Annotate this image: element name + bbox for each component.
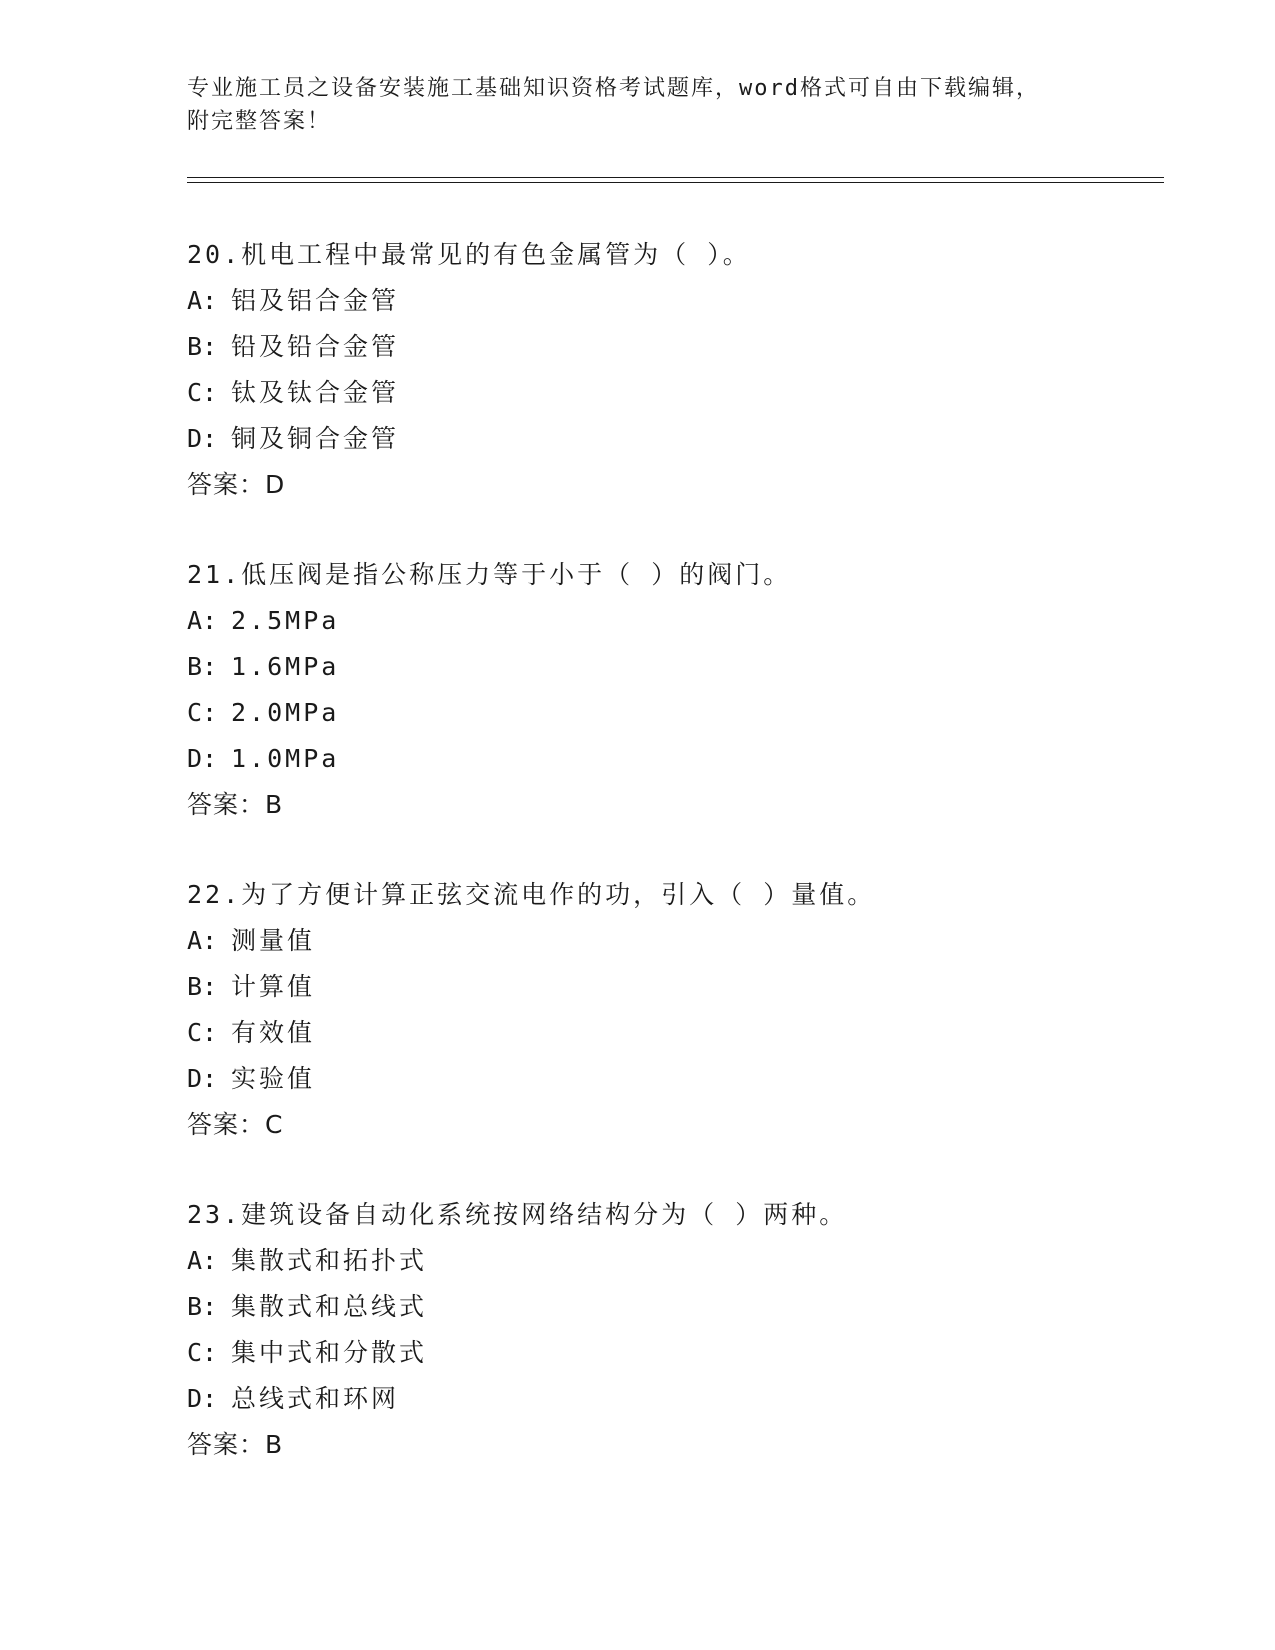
question-title: 20.机电工程中最常见的有色金属管为（ ）。 (187, 240, 751, 269)
option-text: 集散式和总线式 (231, 1292, 428, 1321)
option-c (187, 690, 1187, 736)
header-line-2: 附完整答案！ (187, 109, 332, 134)
question-block (187, 232, 1187, 508)
option-text: 有效值 (231, 1018, 316, 1047)
option-c (187, 1330, 1187, 1376)
option-text: 铝及铝合金管 (231, 286, 400, 315)
option-text: 钛及钛合金管 (231, 378, 400, 407)
question-block (187, 1192, 1187, 1468)
option-a (187, 598, 1187, 644)
option-b (187, 964, 1187, 1010)
option-text: 计算值 (231, 972, 316, 1001)
question-title: 21.低压阀是指公称压力等于小于（ ）的阀门。 (187, 560, 792, 589)
option-key: B: (187, 972, 218, 1001)
option-d (187, 1376, 1187, 1422)
option-text: 测量值 (231, 926, 316, 955)
option-text: 实验值 (231, 1064, 316, 1093)
option-key: A: (187, 286, 218, 315)
option-key: C: (187, 1018, 218, 1047)
question-title: 22.为了方便计算正弦交流电作的功，引入（ ）量值。 (187, 880, 876, 909)
option-text: 铜及铜合金管 (231, 424, 400, 453)
question-block (187, 552, 1187, 828)
option-a (187, 1238, 1187, 1284)
option-a (187, 278, 1187, 324)
question-title: 23.建筑设备自动化系统按网络结构分为（ ）两种。 (187, 1200, 848, 1229)
answer-line: 答案：D (187, 470, 286, 499)
option-text: 1.0MPa (231, 744, 340, 773)
option-text: 集散式和拓扑式 (231, 1246, 428, 1275)
option-d (187, 736, 1187, 782)
answer-line: 答案：B (187, 1430, 284, 1459)
option-key: D: (187, 1064, 218, 1093)
option-text: 2.5MPa (231, 606, 340, 635)
header-divider-top (187, 177, 1164, 178)
option-key: A: (187, 926, 218, 955)
option-d (187, 1056, 1187, 1102)
option-text: 2.0MPa (231, 698, 340, 727)
option-key: D: (187, 1384, 218, 1413)
option-a (187, 918, 1187, 964)
question-block (187, 872, 1187, 1148)
option-d (187, 416, 1187, 462)
option-key: D: (187, 744, 218, 773)
option-key: B: (187, 332, 218, 361)
answer-line: 答案：B (187, 790, 284, 819)
option-text: 1.6MPa (231, 652, 340, 681)
option-b (187, 644, 1187, 690)
option-key: B: (187, 652, 218, 681)
option-text: 铅及铅合金管 (231, 332, 400, 361)
option-b (187, 1284, 1187, 1330)
header-line-1: 专业施工员之设备安装施工基础知识资格考试题库，word格式可自由下载编辑， (187, 76, 1040, 101)
option-key: C: (187, 698, 218, 727)
answer-line: 答案：C (187, 1110, 284, 1139)
option-text: 集中式和分散式 (231, 1338, 428, 1367)
option-key: D: (187, 424, 218, 453)
header-divider-bottom (187, 182, 1164, 183)
option-key: A: (187, 1246, 218, 1275)
option-key: B: (187, 1292, 218, 1321)
document-header (187, 72, 1087, 138)
option-key: A: (187, 606, 218, 635)
option-c (187, 1010, 1187, 1056)
option-key: C: (187, 378, 218, 407)
option-key: C: (187, 1338, 218, 1367)
option-b (187, 324, 1187, 370)
option-text: 总线式和环网 (231, 1384, 400, 1413)
option-c (187, 370, 1187, 416)
